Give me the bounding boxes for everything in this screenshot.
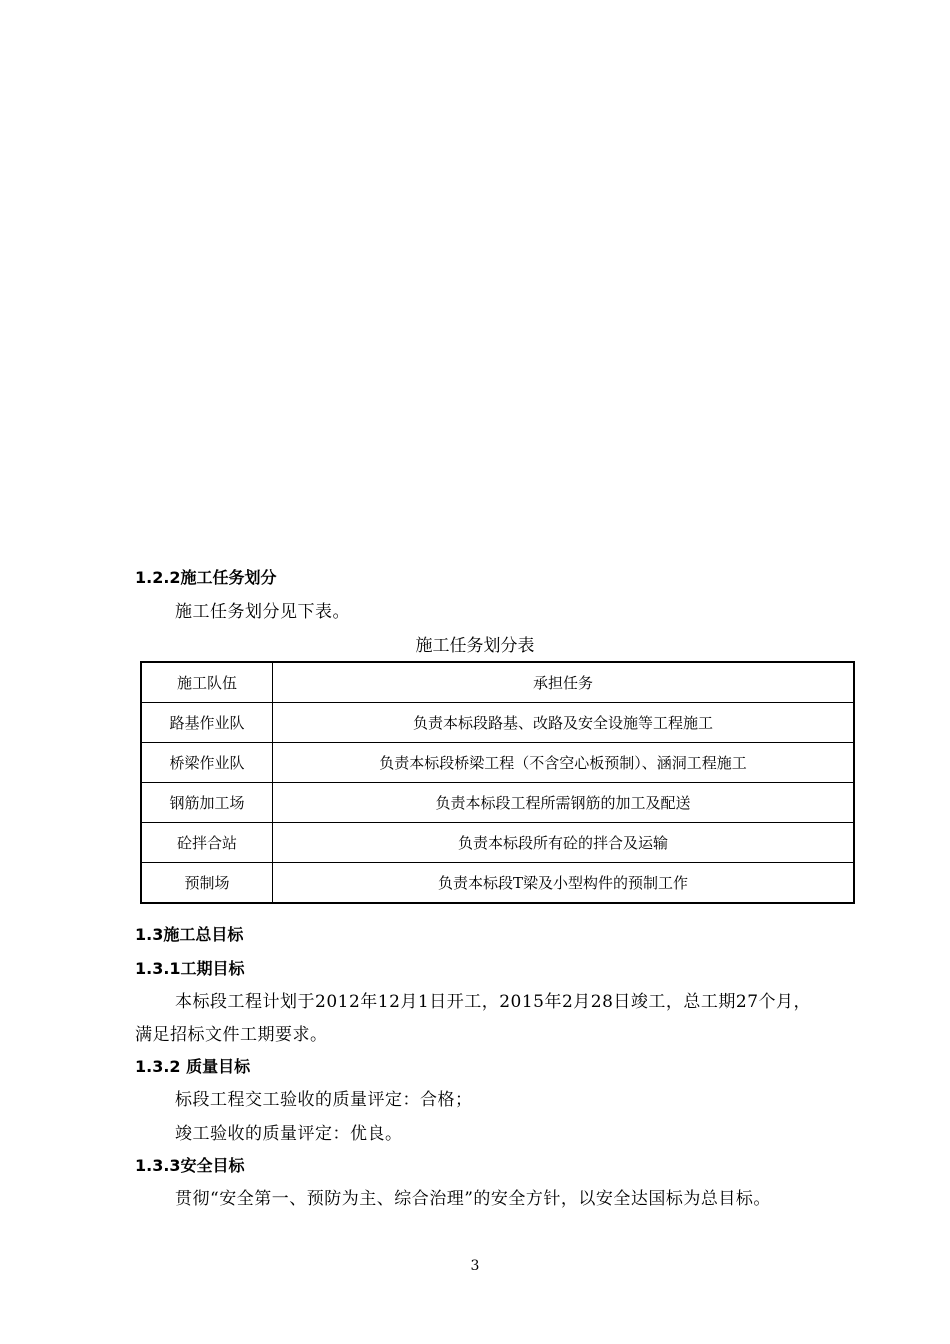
task-cell: 负责本标段工程所需钢筋的加工及配送 [273, 783, 855, 823]
table-row [141, 743, 854, 783]
task-cell: 负责本标段桥梁工程（不含空心板预制）、涵洞工程施工 [273, 743, 855, 783]
quality-text-line2: 竣工验收的质量评定：优良。 [175, 1124, 403, 1144]
task-cell: 负责本标段T梁及小型构件的预制工作 [273, 863, 855, 904]
task-cell: 负责本标段路基、改路及安全设施等工程施工 [273, 703, 855, 743]
table-row [141, 863, 854, 904]
header-team: 施工队伍 [141, 662, 273, 703]
safety-text-line1: 贯彻“安全第一、预防为主、综合治理”的安全方针，以安全达国标为总目标。 [175, 1189, 771, 1209]
section-heading-1-3: 1.3施工总目标 [135, 925, 244, 944]
table-row [141, 823, 854, 863]
table-caption: 施工任务划分表 [415, 636, 535, 656]
table-header-row [141, 662, 854, 703]
task-division-table [140, 661, 855, 904]
section-intro: 施工任务划分见下表。 [175, 602, 350, 622]
team-cell: 路基作业队 [141, 703, 273, 743]
section-heading-1-3-2: 1.3.2 质量目标 [135, 1057, 251, 1076]
team-cell: 钢筋加工场 [141, 783, 273, 823]
team-cell: 砼拌合站 [141, 823, 273, 863]
quality-text-line1: 标段工程交工验收的质量评定：合格； [175, 1090, 473, 1110]
task-cell: 负责本标段所有砼的拌合及运输 [273, 823, 855, 863]
section-heading-1-2-2: 1.2.2施工任务划分 [135, 568, 277, 587]
section-heading-1-3-1: 1.3.1工期目标 [135, 959, 245, 978]
table-row [141, 703, 854, 743]
schedule-text-line2: 满足招标文件工期要求。 [135, 1025, 328, 1045]
section-heading-1-3-3: 1.3.3安全目标 [135, 1156, 245, 1175]
header-task: 承担任务 [273, 662, 855, 703]
schedule-text-line1: 本标段工程计划于2012年12月1日开工，2015年2月28日竣工，总工期27个月， [175, 992, 812, 1012]
page-number: 3 [470, 1258, 480, 1274]
table-row [141, 783, 854, 823]
team-cell: 预制场 [141, 863, 273, 904]
team-cell: 桥梁作业队 [141, 743, 273, 783]
